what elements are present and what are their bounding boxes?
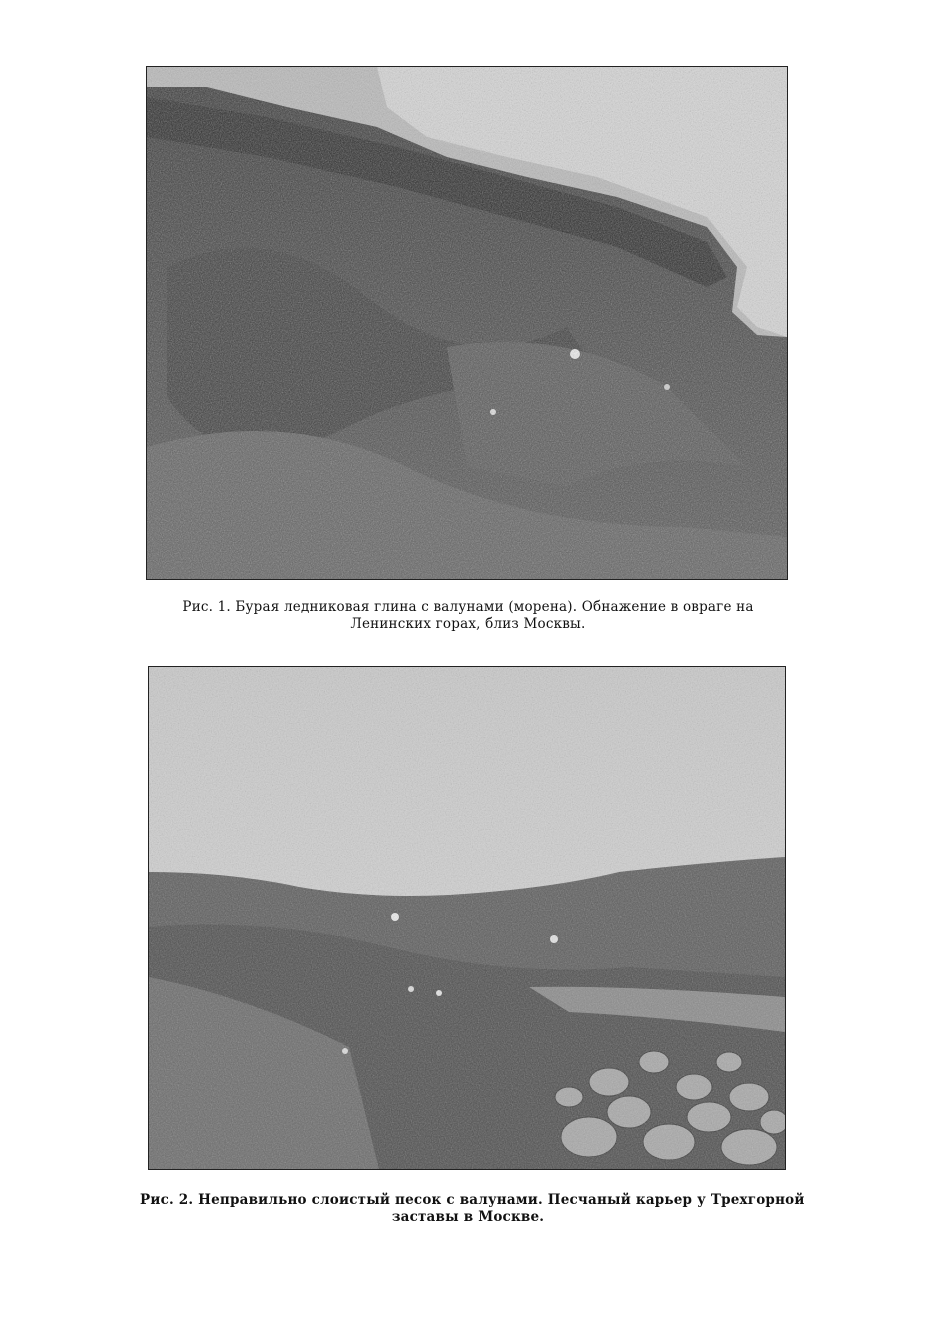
figure-2-caption [140, 1192, 805, 1226]
figure-1-caption [150, 599, 786, 633]
figure-1-caption-line-2: Ленинских горах, близ Москвы. [350, 616, 586, 632]
figure-2-image [149, 667, 785, 1169]
figure-1-photo [146, 66, 788, 580]
figure-2-photo [148, 666, 786, 1170]
figure-1-caption-line-1: Рис. 1. Бурая ледниковая глина с валунами (морена). Обнажение в овраге на [182, 599, 754, 615]
figure-2-caption-line-1: Рис. 2. Неправильно слоистый песок с валунами. Песчаный карьер у Трехгорной [140, 1192, 805, 1208]
figure-2-caption-line-2: заставы в Москве. [391, 1209, 545, 1225]
figure-1-image [147, 67, 787, 579]
